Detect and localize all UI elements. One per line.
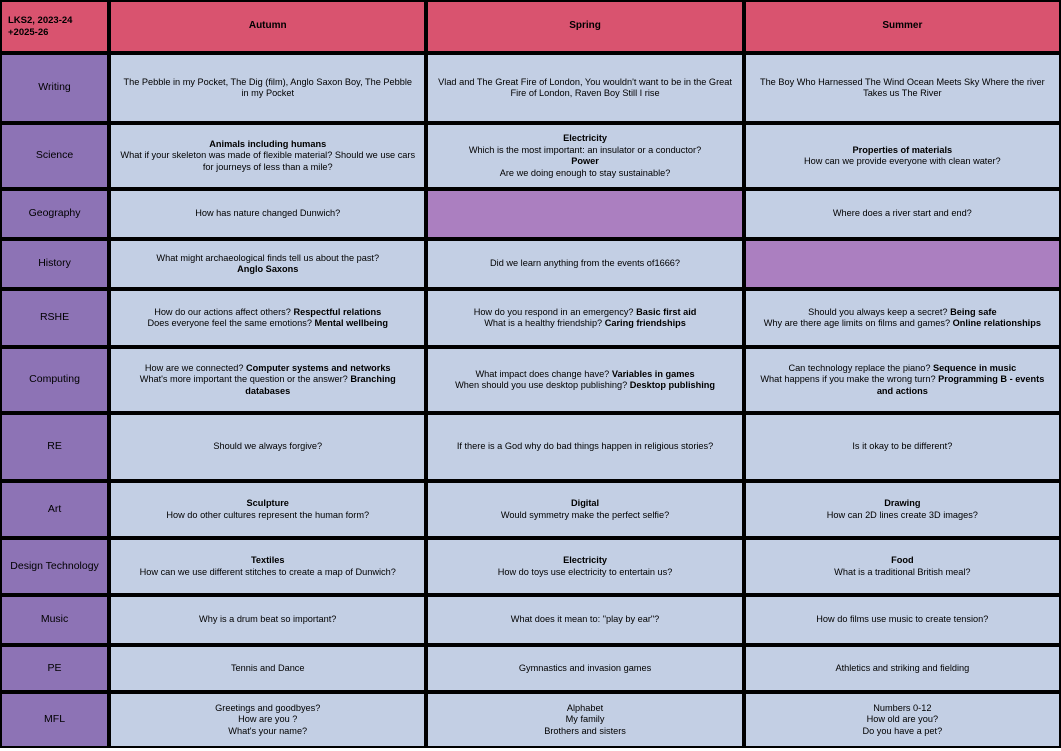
- content-line: What's your name?: [228, 725, 308, 736]
- table-row: [0, 239, 1061, 289]
- content-line: What happens if you make the wrong turn? Programming B - events and actions: [760, 374, 1045, 396]
- content-cell: [744, 289, 1061, 347]
- content-text: [428, 208, 741, 220]
- content-line: How do you respond in an emergency? Basic first aid: [473, 306, 697, 317]
- content-line: What might archaeological finds tell us about the past?: [156, 252, 380, 263]
- content-line: What does it mean to: "play by ear"?: [510, 614, 660, 625]
- table-row: [0, 289, 1061, 347]
- subject-cell: [0, 53, 109, 123]
- header-corner-cell: [0, 0, 109, 53]
- header-term-autumn: [109, 0, 426, 53]
- content-cell: [744, 595, 1061, 645]
- content-text: [111, 608, 424, 632]
- content-text: [746, 258, 1059, 270]
- table-row: [0, 481, 1061, 538]
- table-row: [0, 692, 1061, 748]
- subject-label: Art: [47, 502, 62, 515]
- content-line: How old are you?: [866, 714, 939, 725]
- content-text: [111, 71, 424, 106]
- table-row: [0, 645, 1061, 692]
- content-text: [428, 697, 741, 744]
- subject-label: RSHE: [39, 311, 70, 324]
- content-text: [746, 549, 1059, 584]
- content-cell: [426, 289, 743, 347]
- table-row: [0, 347, 1061, 413]
- content-line: How do our actions affect others? Respectful relations: [154, 306, 382, 317]
- content-line: How can we provide everyone with clean water?: [804, 156, 1001, 166]
- content-line: Where does a river start and end?: [832, 208, 972, 219]
- table-row: [0, 123, 1061, 189]
- content-line: How can 2D lines create 3D images?: [826, 509, 978, 520]
- content-text: [746, 435, 1059, 459]
- content-heading: Anglo Saxons: [237, 264, 299, 274]
- content-line: Should you always keep a secret? Being safe: [808, 306, 997, 317]
- content-line: Numbers 0-12: [873, 702, 932, 713]
- content-cell: [109, 53, 426, 123]
- content-text: [428, 301, 741, 336]
- content-cell: [744, 481, 1061, 538]
- content-line: Does everyone feel the same emotions? Mental wellbeing: [147, 318, 388, 328]
- table-row: [0, 53, 1061, 123]
- subject-label: Writing: [38, 81, 71, 94]
- subject-cell: [0, 538, 109, 595]
- content-text: [746, 657, 1059, 681]
- content-line: Which is the most important: an insulator or a conductor?: [468, 144, 702, 155]
- content-text: [428, 492, 741, 527]
- content-text: [428, 435, 741, 459]
- header-term-spring: [426, 0, 743, 53]
- subject-label: Music: [40, 613, 69, 626]
- content-text: [428, 127, 741, 185]
- content-cell: [109, 538, 426, 595]
- subject-cell: [0, 189, 109, 239]
- content-cell: [744, 53, 1061, 123]
- content-cell: [426, 123, 743, 189]
- content-heading: Animals including humans: [209, 138, 327, 149]
- content-cell: [426, 53, 743, 123]
- content-text: [746, 202, 1059, 226]
- content-text: [111, 357, 424, 404]
- subject-label: PE: [47, 661, 62, 674]
- content-heading: Electricity: [563, 555, 607, 565]
- content-line: Should we always forgive?: [213, 441, 323, 452]
- content-cell: [109, 189, 426, 239]
- content-text: [111, 657, 424, 681]
- content-text: [111, 549, 424, 584]
- content-cell: [426, 645, 743, 692]
- content-line: Alphabet: [566, 702, 604, 713]
- content-line: Gymnastics and invasion games: [518, 662, 652, 673]
- content-text: [746, 697, 1059, 744]
- content-cell-empty: [426, 189, 743, 239]
- content-heading: Textiles: [250, 555, 285, 565]
- subject-cell: [0, 692, 109, 748]
- content-text: [111, 247, 424, 282]
- content-text: [428, 608, 741, 632]
- content-cell: [744, 189, 1061, 239]
- content-text: [111, 435, 424, 459]
- content-line: Vlad and The Great Fire of London, You wouldn't want to be in the Great Fire of London, Raven Boy Still I rise: [438, 76, 732, 98]
- content-line: What if your skeleton was made of flexible material? Should we use cars for journeys of less than a mile?: [120, 150, 416, 172]
- content-line: Athletics and striking and fielding: [835, 662, 970, 673]
- content-cell: [426, 595, 743, 645]
- content-line: What's more important the question or the answer? Branching databases: [139, 374, 396, 396]
- content-text: [428, 657, 741, 681]
- subject-cell: [0, 289, 109, 347]
- subject-label: Computing: [29, 373, 80, 386]
- content-line: How can we use different stitches to create a map of Dunwich?: [139, 566, 396, 577]
- content-heading: Drawing: [884, 498, 921, 508]
- content-line: How do toys use electricity to entertain us?: [497, 566, 673, 577]
- subject-cell: [0, 481, 109, 538]
- content-cell: [109, 481, 426, 538]
- content-text: [428, 71, 741, 106]
- content-line: Why is a drum beat so important?: [199, 614, 337, 625]
- content-line: Did we learn anything from the events of1666?: [490, 258, 681, 269]
- content-cell: [426, 481, 743, 538]
- subject-cell: [0, 239, 109, 289]
- content-text: [428, 549, 741, 584]
- content-line: Do you have a pet?: [862, 725, 943, 736]
- content-cell: [744, 347, 1061, 413]
- content-text: [746, 71, 1059, 106]
- header-corner-label: LKS2, 2023-24 +2025-26: [8, 14, 73, 38]
- content-text: [746, 139, 1059, 174]
- subject-label: Design Technology: [10, 559, 99, 572]
- subject-label: MFL: [44, 713, 66, 726]
- subject-cell: [0, 123, 109, 189]
- subject-cell: [0, 413, 109, 481]
- content-text: [746, 301, 1059, 336]
- content-heading: Digital: [571, 498, 600, 508]
- content-cell: [426, 538, 743, 595]
- content-text: [111, 301, 424, 336]
- content-line: Are we doing enough to stay sustainable?: [499, 167, 671, 178]
- content-cell: [109, 692, 426, 748]
- subject-label: Science: [35, 149, 74, 162]
- content-line: How has nature changed Dunwich?: [195, 208, 341, 219]
- header-term-summer-label: Summer: [882, 20, 923, 32]
- content-text: [746, 357, 1059, 404]
- content-cell: [109, 289, 426, 347]
- content-cell: [426, 413, 743, 481]
- content-line: My family: [565, 714, 605, 725]
- content-line: Can technology replace the piano? Sequence in music: [788, 362, 1017, 373]
- content-line: If there is a God why do bad things happen in religious stories?: [456, 441, 714, 452]
- table-row: [0, 538, 1061, 595]
- content-heading: Electricity: [563, 133, 607, 143]
- content-text: [111, 133, 424, 180]
- content-text: [746, 492, 1059, 527]
- content-cell: [744, 538, 1061, 595]
- content-line: What impact does change have? Variables in games: [475, 368, 695, 379]
- content-cell: [426, 239, 743, 289]
- content-text: [746, 608, 1059, 632]
- content-line: Why are there age limits on films and games? Online relationships: [763, 318, 1041, 328]
- content-cell: [426, 692, 743, 748]
- content-line: The Boy Who Harnessed The Wind Ocean Meets Sky Where the river Takes us The River: [759, 76, 1045, 98]
- content-line: The Pebble in my Pocket, The Dig (film), Anglo Saxon Boy, The Pebble in my Pocket: [123, 76, 413, 98]
- content-line: When should you use desktop publishing? Desktop publishing: [455, 380, 715, 390]
- content-line: How are you ?: [238, 714, 298, 725]
- content-cell: [109, 595, 426, 645]
- content-cell-empty: [744, 239, 1061, 289]
- content-heading: Food: [891, 555, 914, 565]
- content-line: Is it okay to be different?: [852, 441, 953, 452]
- content-line: How are we connected? Computer systems and networks: [144, 362, 391, 373]
- content-text: [428, 363, 741, 398]
- content-heading: Properties of materials: [852, 144, 953, 155]
- subject-label: History: [38, 257, 71, 270]
- content-text: [111, 202, 424, 226]
- content-cell: [109, 645, 426, 692]
- content-cell: [744, 645, 1061, 692]
- content-cell: [744, 692, 1061, 748]
- content-cell: [109, 239, 426, 289]
- content-cell: [744, 413, 1061, 481]
- subject-label: RE: [47, 440, 62, 453]
- subject-cell: [0, 595, 109, 645]
- content-line: What is a traditional British meal?: [834, 566, 971, 577]
- content-line: Greetings and goodbyes?: [215, 702, 321, 713]
- subject-cell: [0, 347, 109, 413]
- content-line: Brothers and sisters: [544, 725, 626, 736]
- subject-cell: [0, 645, 109, 692]
- table-header-row: [0, 0, 1061, 53]
- content-cell: [109, 123, 426, 189]
- content-line: How do films use music to create tension?: [816, 614, 989, 625]
- header-term-autumn-label: Autumn: [248, 20, 287, 32]
- content-text: [111, 697, 424, 744]
- content-cell: [109, 347, 426, 413]
- table-row: [0, 189, 1061, 239]
- header-term-summer: [744, 0, 1061, 53]
- content-cell: [426, 347, 743, 413]
- content-cell: [744, 123, 1061, 189]
- content-line: Tennis and Dance: [230, 662, 305, 673]
- content-heading: Sculpture: [246, 498, 289, 508]
- content-text: [428, 252, 741, 276]
- content-line: Would symmetry make the perfect selfie?: [500, 509, 670, 520]
- content-line: How do other cultures represent the human form?: [166, 509, 370, 520]
- subject-label: Geography: [28, 207, 81, 220]
- header-term-spring-label: Spring: [569, 20, 601, 32]
- table-row: [0, 413, 1061, 481]
- content-text: [111, 492, 424, 527]
- table-row: [0, 595, 1061, 645]
- content-cell: [109, 413, 426, 481]
- content-heading: Power: [571, 156, 599, 166]
- content-line: What is a healthy friendship? Caring friendships: [484, 318, 686, 328]
